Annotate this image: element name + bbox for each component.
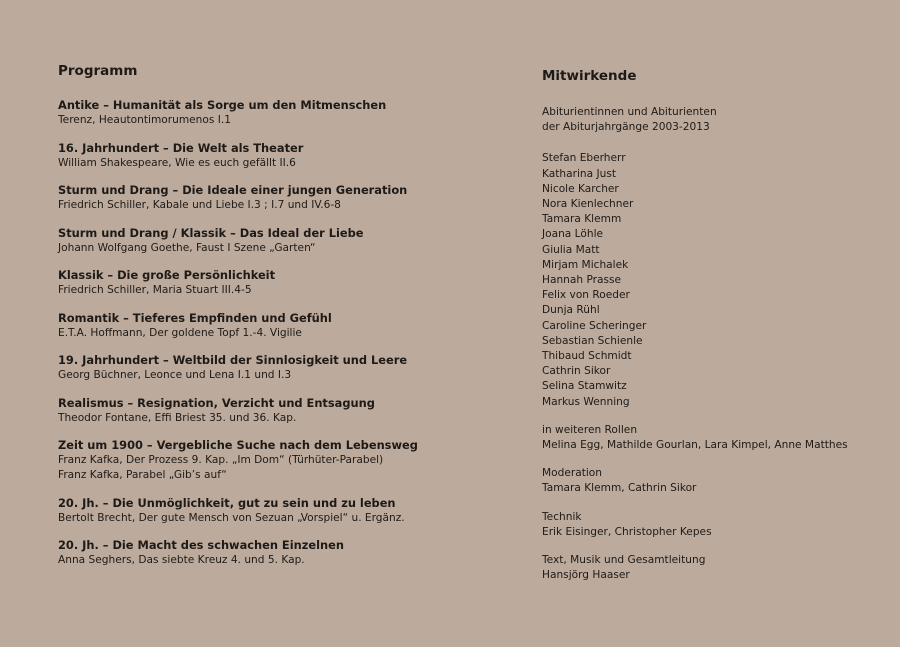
program-item-work: Terenz, Heautontimorumenos I.1 [58, 114, 231, 126]
role-value: Erik Eisinger, Christopher Kepes [542, 525, 712, 538]
programm-heading: Programm [58, 63, 138, 79]
program-item [58, 183, 478, 213]
cast-name: Felix von Roeder [542, 289, 630, 302]
program-item-work: Friedrich Schiller, Maria Stuart III.4-5 [58, 284, 252, 296]
role-label: in weiteren Rollen [542, 423, 638, 436]
program-item [58, 396, 478, 426]
role-group-weitere-rollen [542, 423, 882, 453]
program-item-work: Johann Wolfgang Goethe, Faust I Szene „Garten“ [58, 241, 316, 254]
program-item-work: Anna Seghers, Das siebte Kreuz 4. und 5. Kap. [58, 554, 305, 566]
program-item [58, 268, 478, 298]
program-item-title: Romantik – Tieferes Empfinden und Gefühl [58, 310, 332, 325]
cast-name: Cathrin Sikor [542, 365, 611, 378]
cast-name: Joana Löhle [542, 228, 604, 241]
program-item-title: 20. Jh. – Die Macht des schwachen Einzelnen [58, 538, 344, 552]
program-item [58, 538, 478, 568]
program-item-title: Sturm und Drang – Die Ideale einer jungen Generation [58, 183, 408, 197]
mitwirkende-heading: Mitwirkende [542, 68, 637, 84]
cast-name: Nora Kienlechner [542, 198, 634, 211]
cast-name-list [542, 151, 882, 409]
program-item [58, 438, 478, 483]
role-label: Moderation [542, 467, 603, 480]
cast-name: Caroline Scheringer [542, 319, 647, 332]
program-item-title: 19. Jahrhundert – Weltbild der Sinnlosigkeit und Leere [58, 353, 408, 367]
cast-name: Selina Stamwitz [542, 380, 627, 393]
program-item-work: E.T.A. Hoffmann, Der goldene Topf 1.-4. Vigilie [58, 326, 302, 339]
role-value: Tamara Klemm, Cathrin Sikor [542, 482, 697, 495]
program-item-title: 20. Jh. – Die Unmöglichkeit, gut zu sein und zu leben [58, 495, 396, 510]
program-item [58, 496, 478, 526]
cast-name: Mirjam Michalek [542, 258, 629, 271]
cast-name: Dunja Rühl [542, 304, 600, 317]
role-label: Technik [542, 510, 582, 523]
mitwirkende-column [542, 67, 882, 583]
cast-name: Thibaud Schmidt [542, 350, 632, 363]
program-item-title: Klassik – Die große Persönlichkeit [58, 268, 276, 282]
program-item [58, 141, 478, 171]
role-label: Text, Musik und Gesamtleitung [542, 554, 706, 567]
program-item-work: Theodor Fontane, Effi Briest 35. und 36. Kap. [58, 411, 297, 424]
program-item [58, 311, 478, 341]
intro-line: Abiturientinnen und Abiturienten [542, 106, 717, 118]
program-item-work: Friedrich Schiller, Kabale und Liebe I.3 ; I.7 und IV.6-8 [58, 199, 341, 211]
program-item-work: Franz Kafka, Parabel „Gib’s auf“ [58, 469, 227, 481]
cast-name: Giulia Matt [542, 243, 600, 256]
programm-column [58, 62, 478, 581]
role-value: Hansjörg Haaser [542, 569, 630, 582]
program-item-title: Realismus – Resignation, Verzicht und Entsagung [58, 395, 375, 410]
cast-name: Nicole Karcher [542, 182, 619, 195]
role-group-technik [542, 510, 882, 540]
program-item-work: Bertolt Brecht, Der gute Mensch von Sezuan „Vorspiel“ u. Ergänz. [58, 511, 405, 524]
intro-line: der Abiturjahrgänge 2003-2013 [542, 121, 710, 134]
program-item-work: William Shakespeare, Wie es euch gefällt II.6 [58, 156, 296, 169]
role-group-gesamtleitung [542, 553, 882, 583]
program-item-work: Georg Büchner, Leonce und Lena I.1 und I.3 [58, 369, 292, 381]
program-item-work: Franz Kafka, Der Prozess 9. Kap. „Im Dom“ (Türhüter-Parabel) [58, 454, 384, 466]
cast-name: Tamara Klemm [542, 213, 622, 226]
program-item-title: 16. Jahrhundert – Die Welt als Theater [58, 140, 304, 155]
cast-name: Sebastian Schienle [542, 334, 643, 347]
program-item-title: Sturm und Drang / Klassik – Das Ideal der Liebe [58, 225, 364, 240]
mitwirkende-intro [542, 105, 882, 135]
cast-name: Markus Wenning [542, 395, 630, 408]
program-item-title: Zeit um 1900 – Vergebliche Suche nach dem Lebensweg [58, 438, 418, 452]
program-item-title: Antike – Humanität als Sorge um den Mitmenschen [58, 98, 387, 112]
program-item [58, 98, 478, 128]
role-group-moderation [542, 466, 882, 496]
program-item [58, 353, 478, 383]
cast-name: Katharina Just [542, 167, 616, 180]
cast-name: Hannah Prasse [542, 274, 622, 287]
role-value: Melina Egg, Mathilde Gourlan, Lara Kimpel, Anne Matthes [542, 439, 848, 452]
programm-list [58, 98, 478, 568]
program-item [58, 226, 478, 256]
cast-name: Stefan Eberherr [542, 152, 626, 165]
